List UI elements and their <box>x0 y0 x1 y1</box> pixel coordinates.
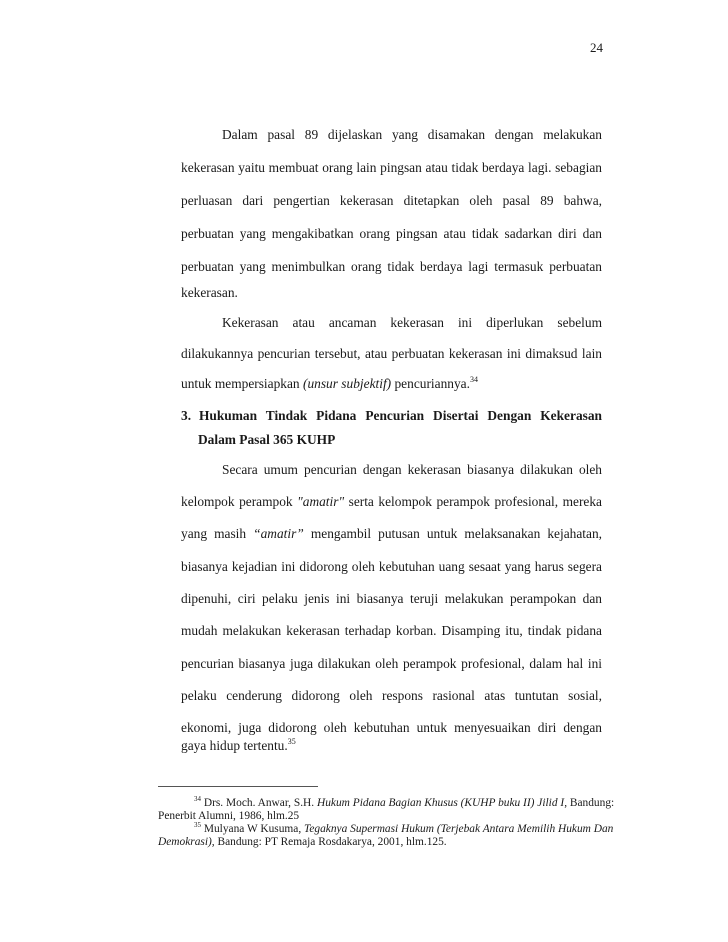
section-heading <box>181 407 602 425</box>
body-line: Secara umum pencurian dengan kekerasan biasanya dilakukan oleh <box>222 462 602 477</box>
text-run: kelompok perampok <box>181 494 298 509</box>
body-line: Dalam pasal 89 dijelaskan yang disamakan dengan melakukan <box>222 127 602 142</box>
text-run: yang masih <box>181 526 254 541</box>
footnote-number: 35 <box>194 821 201 829</box>
italic-text: Demokrasi), <box>158 836 215 848</box>
heading-text: Hukuman Tindak Pidana Pencurian Disertai Dengan Kekerasan <box>199 408 602 423</box>
body-line: perbuatan yang menimbulkan orang tidak berdaya lagi termasuk perbuatan <box>181 259 602 274</box>
body-line: biasanya kejadian ini didorong oleh kebutuhan uang sesaat yang harus segera <box>181 559 602 574</box>
section-heading-cont: Dalam Pasal 365 KUHP <box>198 432 336 447</box>
italic-text: Hukum Pidana Bagian Khusus (KUHP buku II) Jilid I <box>316 797 565 809</box>
body-line: dipenuhi, ciri pelaku jenis ini biasanya teruji melakukan perampokan dan <box>181 591 602 606</box>
text-run: mengambil putusan untuk melaksanakan kejahatan, <box>303 526 602 541</box>
text-run: serta kelompok perampok profesional, mereka <box>344 494 602 509</box>
text-run: Drs. Moch. Anwar, S.H. <box>201 797 317 809</box>
body-line: mudah melakukan kekerasan terhadap korban. Disamping itu, tindak pidana <box>181 623 602 638</box>
footnote-separator <box>158 786 318 787</box>
italic-text: "amatir" <box>297 494 345 509</box>
body-line: Kekerasan atau ancaman kekerasan ini diperlukan sebelum <box>222 315 602 330</box>
body-line <box>181 375 602 393</box>
footnote-ref: 34 <box>469 375 478 384</box>
body-line: perbuatan yang mengakibatkan orang pingsan atau tidak sadarkan diri dan <box>181 226 602 241</box>
footnote-ref: 35 <box>287 737 296 746</box>
footnote <box>194 795 615 810</box>
body-line <box>181 737 602 755</box>
body-line <box>181 493 602 511</box>
body-line: perluasan dari pengertian kekerasan ditetapkan oleh pasal 89 bahwa, <box>181 193 602 208</box>
footnote-number: 34 <box>194 795 201 803</box>
text-run: Mulyana W Kusuma, <box>201 823 305 835</box>
footnote-cont <box>158 835 612 849</box>
body-line: dilakukannya pencurian tersebut, atau perbuatan kekerasan ini dimaksud lain <box>181 346 602 361</box>
text-run: Bandung: PT Remaja Rosdakarya, 2001, hlm.125. <box>214 836 447 848</box>
body-line: ekonomi, juga didorong oleh kebutuhan untuk menyesuaikan diri dengan <box>181 720 602 735</box>
heading-number: 3. <box>181 408 192 423</box>
body-line: kekerasan yaitu membuat orang lain pingsan atau tidak berdaya lagi. sebagian <box>181 160 602 175</box>
footnote <box>194 822 612 836</box>
text-run: gaya hidup tertentu. <box>181 738 288 753</box>
body-line: pencurian biasanya juga dilakukan oleh perampok profesional, dalam hal ini <box>181 656 602 671</box>
text-run: pencuriannya. <box>391 376 470 391</box>
page-number: 24 <box>590 40 603 55</box>
text-run: , Bandung: <box>564 797 615 809</box>
italic-text: Tegaknya Supermasi Hukum (Terjebak Antara Memilih Hukum Dan <box>304 823 614 835</box>
italic-text: (unsur subjektif) <box>302 376 392 391</box>
body-line: kekerasan. <box>181 285 238 300</box>
body-line: pelaku cenderung didorong oleh respons rasional atas tuntutan sosial, <box>181 688 602 703</box>
italic-text: “amatir” <box>253 526 304 541</box>
text-run: untuk mempersiapkan <box>181 376 303 391</box>
footnote-cont: Penerbit Alumni, 1986, hlm.25 <box>158 810 300 822</box>
body-line <box>181 525 602 543</box>
